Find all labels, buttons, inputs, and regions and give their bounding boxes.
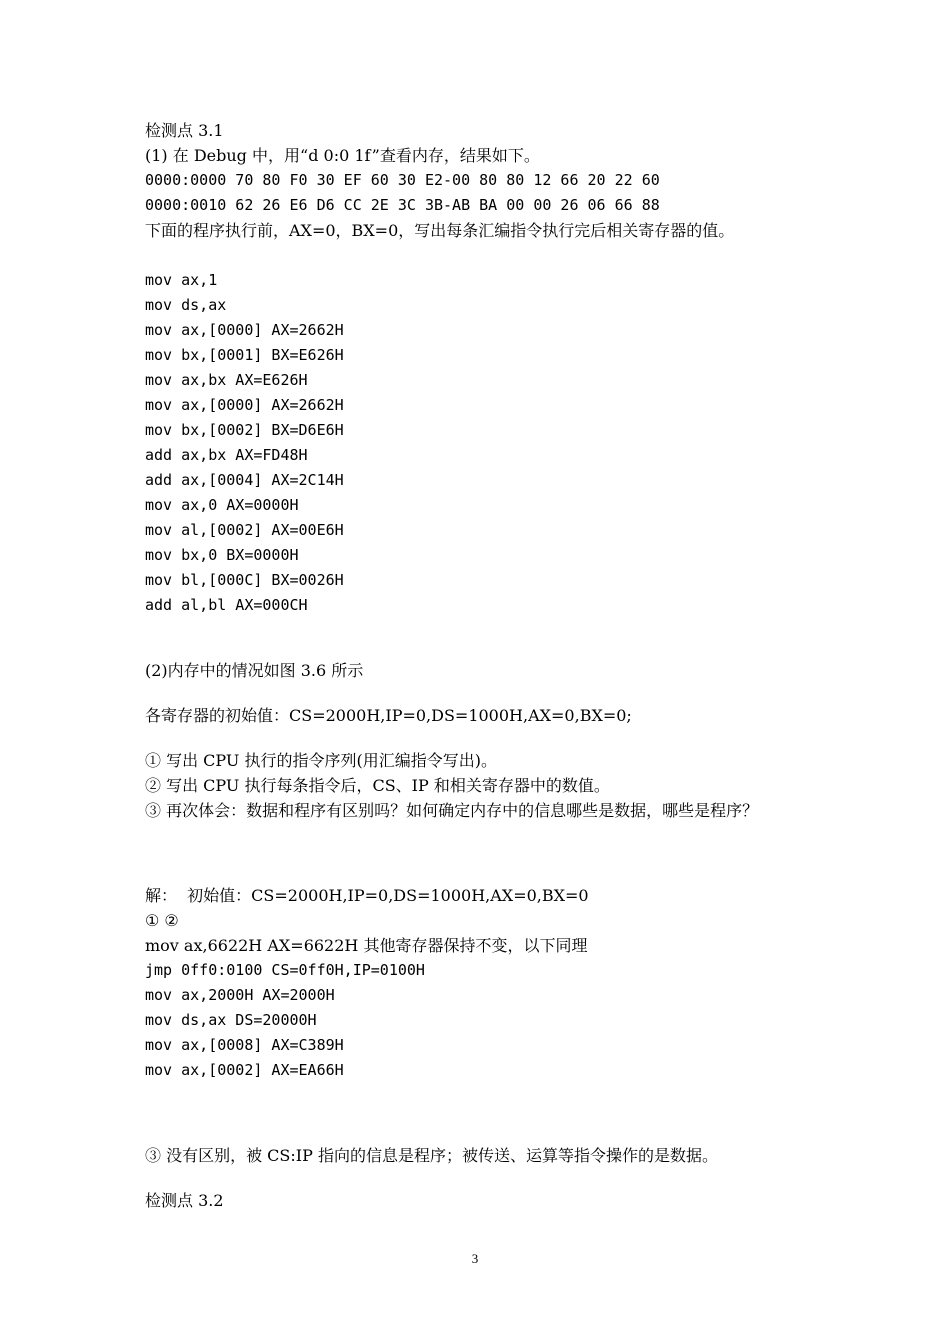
answer-3: ③ 没有区别，被 CS:IP 指向的信息是程序；被传送、运算等指令操作的是数据。 (145, 1146, 718, 1165)
spacer (145, 1168, 825, 1188)
code-line: mov ax,[0000] AX=2662H (145, 321, 344, 339)
code-line: mov bx,[0001] BX=E626H (145, 346, 344, 364)
page-content (145, 118, 825, 1213)
question-item: ① 写出 CPU 执行的指令序列(用汇编指令写出)。 (145, 751, 497, 770)
question-2-items (145, 748, 825, 823)
code-line: mov bl,[000C] BX=0026H (145, 571, 344, 589)
spacer (145, 1123, 825, 1143)
code-line: mov bx,[0002] BX=D6E6H (145, 421, 344, 439)
code-line: mov ax,1 (145, 271, 218, 289)
spacer (145, 243, 825, 268)
question-1-intro: (1) 在 Debug 中，用“d 0:0 1f”查看内存，结果如下。 (145, 146, 540, 165)
code-block-2 (145, 933, 825, 1083)
spacer (145, 823, 825, 863)
question-item: ② 写出 CPU 执行每条指令后，CS、IP 和相关寄存器中的数值。 (145, 776, 610, 795)
code-line: mov al,[0002] AX=00E6H (145, 521, 344, 539)
code-line: mov ax,[0000] AX=2662H (145, 396, 344, 414)
question-1-task: 下面的程序执行前，AX=0，BX=0，写出每条汇编指令执行完后相关寄存器的值。 (145, 221, 735, 240)
question-2-initial-values: 各寄存器的初始值：CS=2000H,IP=0,DS=1000H,AX=0,BX=0; (145, 706, 632, 725)
code-line: mov ax,bx AX=E626H (145, 371, 308, 389)
spacer (145, 863, 825, 883)
code-line: jmp 0ff0:0100 CS=0ff0H,IP=0100H (145, 961, 425, 979)
code-line: mov ax,6622H AX=6622H 其他寄存器保持不变，以下同理 (145, 936, 588, 955)
code-line: mov ax,0 AX=0000H (145, 496, 299, 514)
answer-intro: 解： 初始值：CS=2000H,IP=0,DS=1000H,AX=0,BX=0 (145, 886, 589, 905)
code-line: mov bx,0 BX=0000H (145, 546, 299, 564)
code-block-1 (145, 268, 825, 618)
code-line: mov ax,[0008] AX=C389H (145, 1036, 344, 1054)
spacer (145, 618, 825, 658)
question-item: ③ 再次体会：数据和程序有区别吗？如何确定内存中的信息哪些是数据，哪些是程序？ (145, 801, 759, 820)
question-2-intro: (2)内存中的情况如图 3.6 所示 (145, 661, 364, 680)
code-line: mov ds,ax DS=20000H (145, 1011, 317, 1029)
section-heading-3-2: 检测点 3.2 (145, 1191, 224, 1210)
memory-dump-line: 0000:0000 70 80 F0 30 EF 60 30 E2-00 80 80 12 66 20 22 60 (145, 171, 660, 189)
memory-dump-line: 0000:0010 62 26 E6 D6 CC 2E 3C 3B-AB BA 00 00 26 06 66 88 (145, 196, 660, 214)
code-line: add ax,bx AX=FD48H (145, 446, 308, 464)
spacer (145, 1083, 825, 1123)
section-heading-3-1: 检测点 3.1 (145, 121, 224, 140)
spacer (145, 728, 825, 748)
answer-marks: ① ② (145, 911, 179, 930)
page-number: 3 (471, 1251, 479, 1266)
code-line: add ax,[0004] AX=2C14H (145, 471, 344, 489)
code-line: mov ax,[0002] AX=EA66H (145, 1061, 344, 1079)
code-line: mov ax,2000H AX=2000H (145, 986, 335, 1004)
spacer (145, 683, 825, 703)
code-line: add al,bl AX=000CH (145, 596, 308, 614)
code-line: mov ds,ax (145, 296, 227, 314)
